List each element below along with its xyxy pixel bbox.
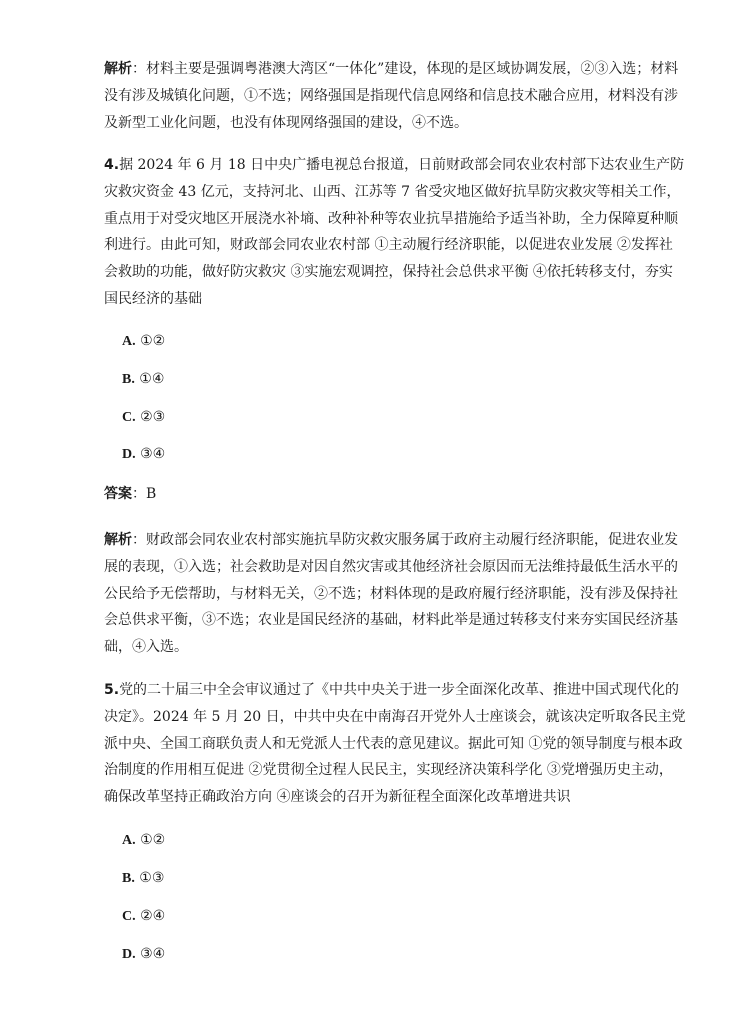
option-label: B.	[122, 372, 135, 387]
question-4-number: 4.	[104, 157, 120, 173]
answer-label: 答案	[104, 486, 132, 502]
question-5-option-c[interactable]	[122, 906, 165, 927]
option-label: A.	[122, 334, 136, 349]
question-5-option-a[interactable]	[122, 830, 165, 851]
option-label: C.	[122, 909, 136, 924]
option-text: ②④	[140, 908, 166, 924]
question-4-option-d[interactable]	[122, 444, 165, 465]
option-text: ③④	[140, 446, 166, 462]
answer-value: B	[146, 486, 157, 502]
option-text: ②③	[140, 409, 166, 425]
question-5-number: 5.	[104, 682, 120, 698]
question-5-text: 党的二十届三中全会审议通过了《中共中央关于进一步全面深化改革、推进中国式现代化的决定》。2024 年 5 月 20 日，中共中央在中南海召开党外人士座谈会，就该决定听取各民主党派中央、全国工商联负责人和无党派人士代表的意见建议。据此可知 ①党的领导制度与根本政治制度的作用相互促进 ②党贯彻全过程人民民主，实现经济决策科学化 ③党增强历史主动，确保改革坚持正确政治方向 ④座谈会的召开为新征程全面深化改革增进共识	[104, 682, 686, 806]
question-4-text: 据 2024 年 6 月 18 日中央广播电视总台报道，日前财政部会同农业农村部下达农业生产防灾救灾资金 43 亿元，支持河北、山西、江苏等 7 省受灾地区做好抗旱防灾救灾等相关工作，重点用于对受灾地区开展浇水补墒、改种补种等农业抗旱措施给予适当补助，全力保障夏种顺利进行。由此可知，财政部会同农业农村部 ①主动履行经济职能，以促进农业发展 ②发挥社会救助的功能，做好防灾救灾 ③实施宏观调控，保持社会总供求平衡 ④依托转移支付，夯实国民经济的基础	[104, 157, 685, 307]
answer-separator: ：	[132, 486, 146, 502]
analysis-label: 解析	[104, 532, 132, 548]
option-label: C.	[122, 410, 136, 425]
question-4-option-a[interactable]	[122, 331, 165, 352]
analysis-text: 材料主要是强调粤港澳大湾区“一体化”建设，体现的是区域协调发展，②③入选；材料没有涉及城镇化问题，①不选；网络强国是指现代信息网络和信息技术融合应用，材料没有涉及新型工业化问题，也没有体现网络强国的建设，④不选。	[104, 61, 679, 131]
question-4-option-b[interactable]	[122, 369, 164, 390]
option-label: D.	[122, 947, 136, 962]
analysis-label: 解析	[104, 61, 132, 77]
question-4-answer	[104, 483, 156, 505]
option-label: B.	[122, 871, 135, 886]
question-4-analysis	[104, 527, 686, 661]
option-label: A.	[122, 833, 136, 848]
option-text: ①④	[139, 371, 165, 387]
question-4-option-c[interactable]	[122, 407, 165, 428]
option-text: ①②	[140, 832, 166, 848]
option-text: ③④	[140, 946, 166, 962]
option-text: ①③	[139, 870, 165, 886]
option-label: D.	[122, 447, 136, 462]
analysis-separator: ：	[132, 61, 146, 77]
question-5-option-b[interactable]	[122, 868, 164, 889]
question-5-option-d[interactable]	[122, 944, 165, 965]
question-4-stem	[104, 152, 686, 313]
option-text: ①②	[140, 333, 166, 349]
analysis-block-prev	[104, 56, 686, 136]
analysis-text: 财政部会同农业农村部实施抗旱防灾救灾服务属于政府主动履行经济职能，促进农业发展的表现，①入选；社会救助是对因自然灾害或其他经济社会原因而无法维持最低生活水平的公民给予无偿帮助，与材料无关，②不选；材料体现的是政府履行经济职能，没有涉及保持社会总供求平衡，③不选；农业是国民经济的基础，材料此举是通过转移支付来夯实国民经济基础，④入选。	[104, 532, 678, 656]
question-5-stem	[104, 677, 686, 811]
analysis-separator: ：	[132, 532, 146, 548]
